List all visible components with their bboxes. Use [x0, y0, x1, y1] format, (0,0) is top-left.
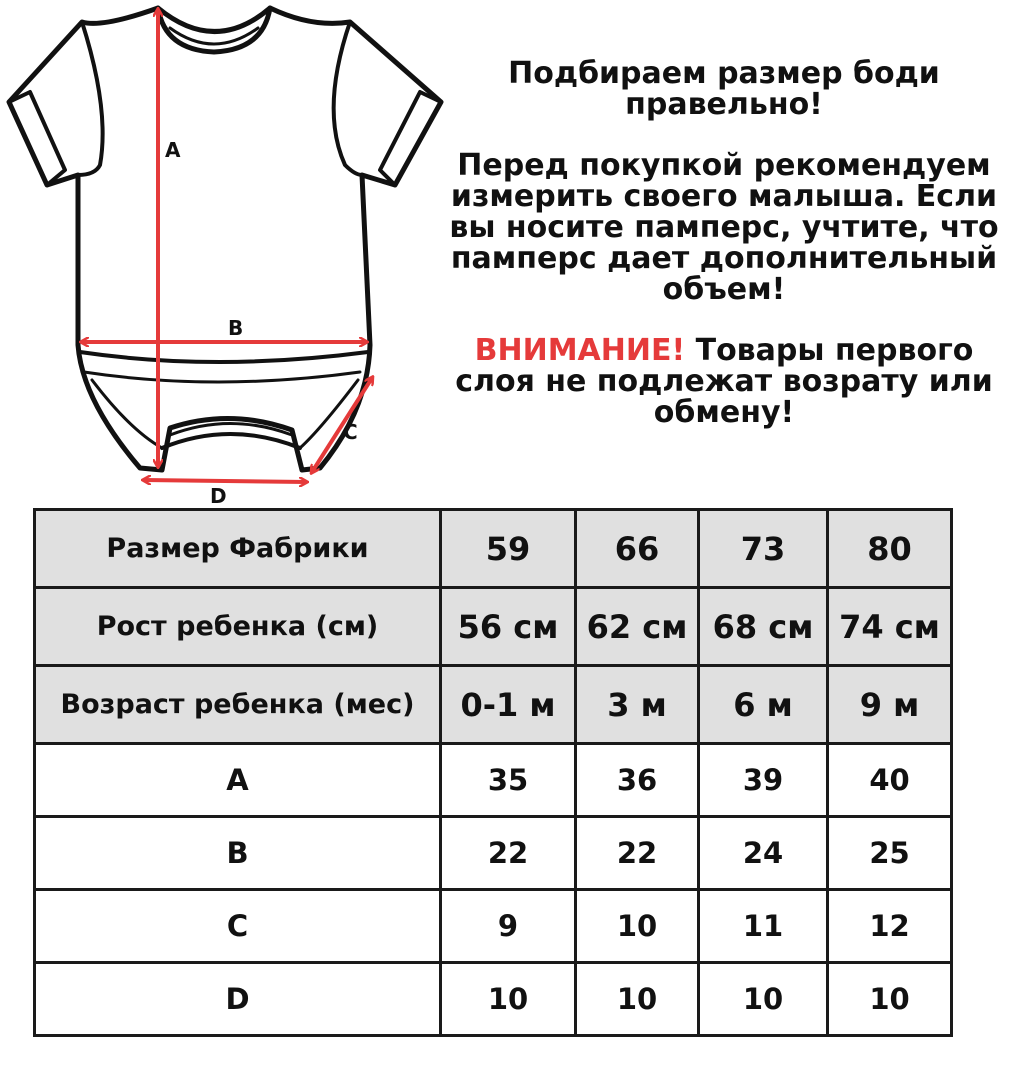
arrow-d: [144, 480, 306, 482]
size-chart-table: [33, 508, 953, 1037]
table-cell: 35: [441, 744, 576, 817]
bodysuit-measurement-diagram: [0, 0, 450, 505]
table-row-factory-size: [35, 510, 952, 588]
table-cell: 22: [576, 817, 699, 890]
label-c: C: [343, 420, 358, 444]
table-cell: 6 м: [699, 666, 828, 744]
table-cell: 10: [576, 963, 699, 1036]
table-cell: 11: [699, 890, 828, 963]
row-label: C: [35, 890, 441, 963]
table-cell: 59: [441, 510, 576, 588]
table-cell: 66: [576, 510, 699, 588]
table-cell: 24: [699, 817, 828, 890]
table-cell: 73: [699, 510, 828, 588]
label-a: A: [165, 138, 181, 162]
info-warning: [430, 335, 1018, 428]
label-b: B: [228, 316, 244, 340]
table-row-measure-d: [35, 963, 952, 1036]
table-cell: 12: [828, 890, 952, 963]
measurement-arrows: [82, 10, 372, 482]
table-row-measure-b: [35, 817, 952, 890]
info-advice: Перед покупкой рекомендуем измерить своего малыша. Если вы носите памперс, учтите, что памперс дает дополнительный объем!: [449, 148, 999, 307]
table-cell: 10: [576, 890, 699, 963]
table-cell: 68 см: [699, 588, 828, 666]
table-row-measure-c: [35, 890, 952, 963]
table-cell: 9 м: [828, 666, 952, 744]
row-label: Размер Фабрики: [35, 510, 441, 588]
table-cell: 80: [828, 510, 952, 588]
row-label: Возраст ребенка (мес): [35, 666, 441, 744]
table-cell: 10: [441, 963, 576, 1036]
table-cell: 74 см: [828, 588, 952, 666]
info-panel: [430, 58, 1018, 428]
warning-label: ВНИМАНИЕ!: [474, 333, 686, 368]
table-row-measure-a: [35, 744, 952, 817]
bodysuit-outline: [9, 8, 441, 470]
table-cell: 39: [699, 744, 828, 817]
table-cell: 0-1 м: [441, 666, 576, 744]
row-label: Рост ребенка (см): [35, 588, 441, 666]
table-cell: 25: [828, 817, 952, 890]
row-label: B: [35, 817, 441, 890]
row-label: D: [35, 963, 441, 1036]
info-title: Подбираем размер боди правельно!: [508, 56, 940, 122]
table-cell: 56 см: [441, 588, 576, 666]
table-cell: 40: [828, 744, 952, 817]
table-cell: 9: [441, 890, 576, 963]
table-row-child-age: [35, 666, 952, 744]
warning-text: Товары первого слоя не подлежат возрату или обмену!: [455, 333, 993, 430]
table-cell: 62 см: [576, 588, 699, 666]
table-cell: 10: [699, 963, 828, 1036]
table-row-child-height: [35, 588, 952, 666]
table-cell: 10: [828, 963, 952, 1036]
table-cell: 3 м: [576, 666, 699, 744]
row-label: A: [35, 744, 441, 817]
label-d: D: [210, 484, 227, 505]
table-cell: 22: [441, 817, 576, 890]
table-cell: 36: [576, 744, 699, 817]
